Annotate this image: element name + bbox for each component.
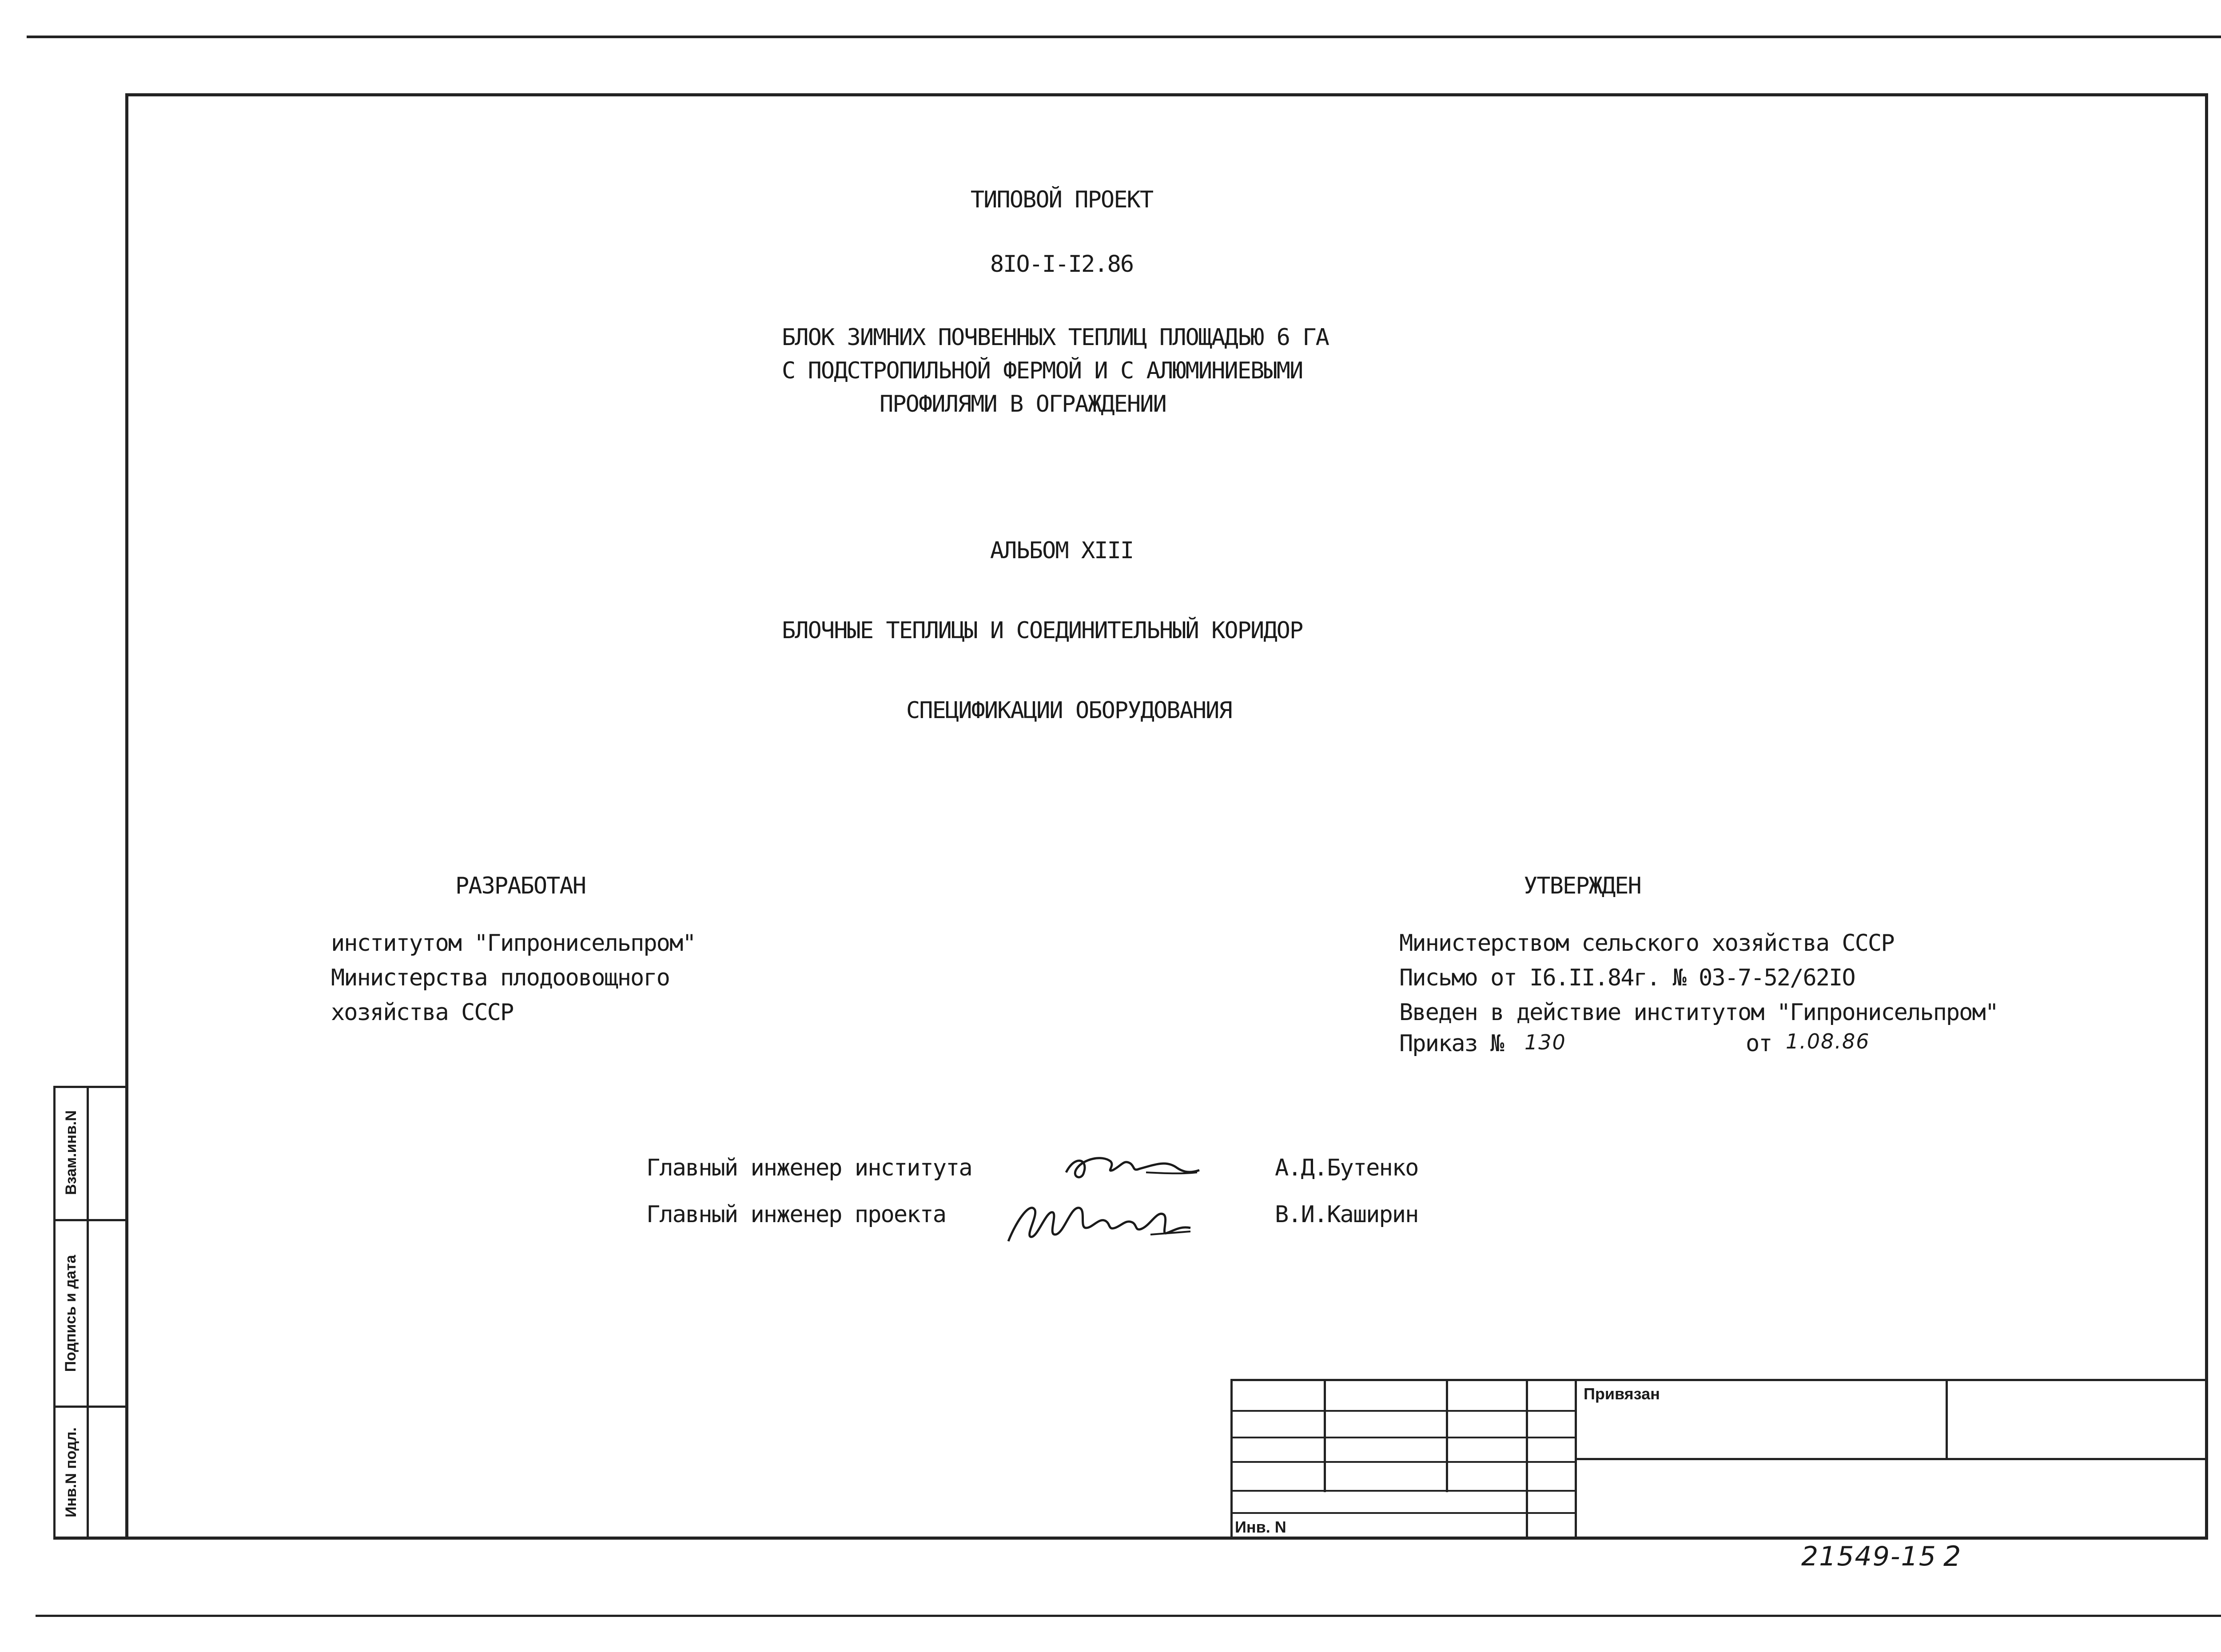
attached-label: Привязан bbox=[1584, 1385, 1660, 1403]
doc-type: ТИПОВОЙ ПРОЕКТ bbox=[970, 187, 1153, 213]
side-field-1: Взам.инв.N bbox=[62, 1110, 80, 1195]
frame-bottom bbox=[53, 1537, 2208, 1540]
developed-line-3: хозяйства СССР bbox=[331, 999, 513, 1026]
side-field-2-wrap bbox=[44, 1221, 98, 1406]
order-date: 1.08.86 bbox=[1786, 1029, 1870, 1053]
project-title-line-3: ПРОФИЛЯМИ В ОГРАЖДЕНИИ bbox=[880, 391, 1166, 417]
developed-line-1: институтом "Гипронисельпром" bbox=[331, 930, 696, 957]
approved-line-3: Введен в действие институтом "Гипронисельпром" bbox=[1399, 999, 1998, 1026]
developed-line-2: Министерства плодоовощного bbox=[331, 965, 669, 991]
order-number: 130 bbox=[1524, 1030, 1566, 1054]
side-field-2: Подпись и дата bbox=[62, 1255, 80, 1372]
project-title-line-1: БЛОК ЗИМНИХ ПОЧВЕННЫХ ТЕПЛИЦ ПЛОЩАДЬЮ 6 ГА bbox=[782, 324, 1329, 351]
side-field-1-wrap bbox=[44, 1086, 98, 1219]
page-number: 2 bbox=[1943, 1540, 1962, 1573]
order-label: Приказ № bbox=[1399, 1030, 1504, 1057]
signature-name-1: А.Д.Бутенко bbox=[1275, 1155, 1418, 1181]
frame-right bbox=[2205, 93, 2208, 1540]
bottom-margin-line bbox=[36, 1615, 2221, 1617]
subsection-title: СПЕЦИФИКАЦИИ ОБОРУДОВАНИЯ bbox=[906, 697, 1232, 724]
approved-block bbox=[1399, 926, 1998, 1030]
frame-left bbox=[125, 93, 128, 1540]
side-field-3: Инв.N подл. bbox=[62, 1427, 80, 1517]
footer-document-number: 21549-15 bbox=[1801, 1541, 1937, 1572]
frame-top bbox=[125, 93, 2208, 96]
order-date-label: от bbox=[1746, 1030, 1772, 1057]
signature-mark-2 bbox=[1004, 1192, 1199, 1250]
signature-name-2: В.И.Каширин bbox=[1275, 1201, 1418, 1228]
signature-mark-1 bbox=[1057, 1141, 1204, 1195]
section-title: БЛОЧНЫЕ ТЕПЛИЦЫ И СОЕДИНИТЕЛЬНЫЙ КОРИДОР bbox=[782, 617, 1303, 644]
project-code: 8IO-I-I2.86 bbox=[990, 251, 1134, 278]
developed-block bbox=[331, 926, 696, 1030]
side-field-3-wrap bbox=[44, 1408, 98, 1537]
album-number: АЛЬБОМ XIII bbox=[990, 537, 1134, 564]
signature-role-2: Главный инженер проекта bbox=[646, 1201, 946, 1228]
approved-line-2: Письмо от I6.II.84г. № 03-7-52/62IO bbox=[1399, 965, 1855, 991]
approved-line-1: Министерством сельского хозяйства СССР bbox=[1399, 930, 1894, 957]
top-margin-line bbox=[27, 36, 2221, 38]
approved-heading: УТВЕРЖДЕН bbox=[1524, 873, 1641, 899]
inventory-number-label: Инв. N bbox=[1235, 1518, 1286, 1536]
signature-role-1: Главный инженер института bbox=[646, 1155, 972, 1181]
project-title-line-2: С ПОДСТРОПИЛЬНОЙ ФЕРМОЙ И С АЛЮМИНИЕВЫМИ bbox=[782, 357, 1303, 384]
developed-heading: РАЗРАБОТАН bbox=[455, 873, 586, 899]
